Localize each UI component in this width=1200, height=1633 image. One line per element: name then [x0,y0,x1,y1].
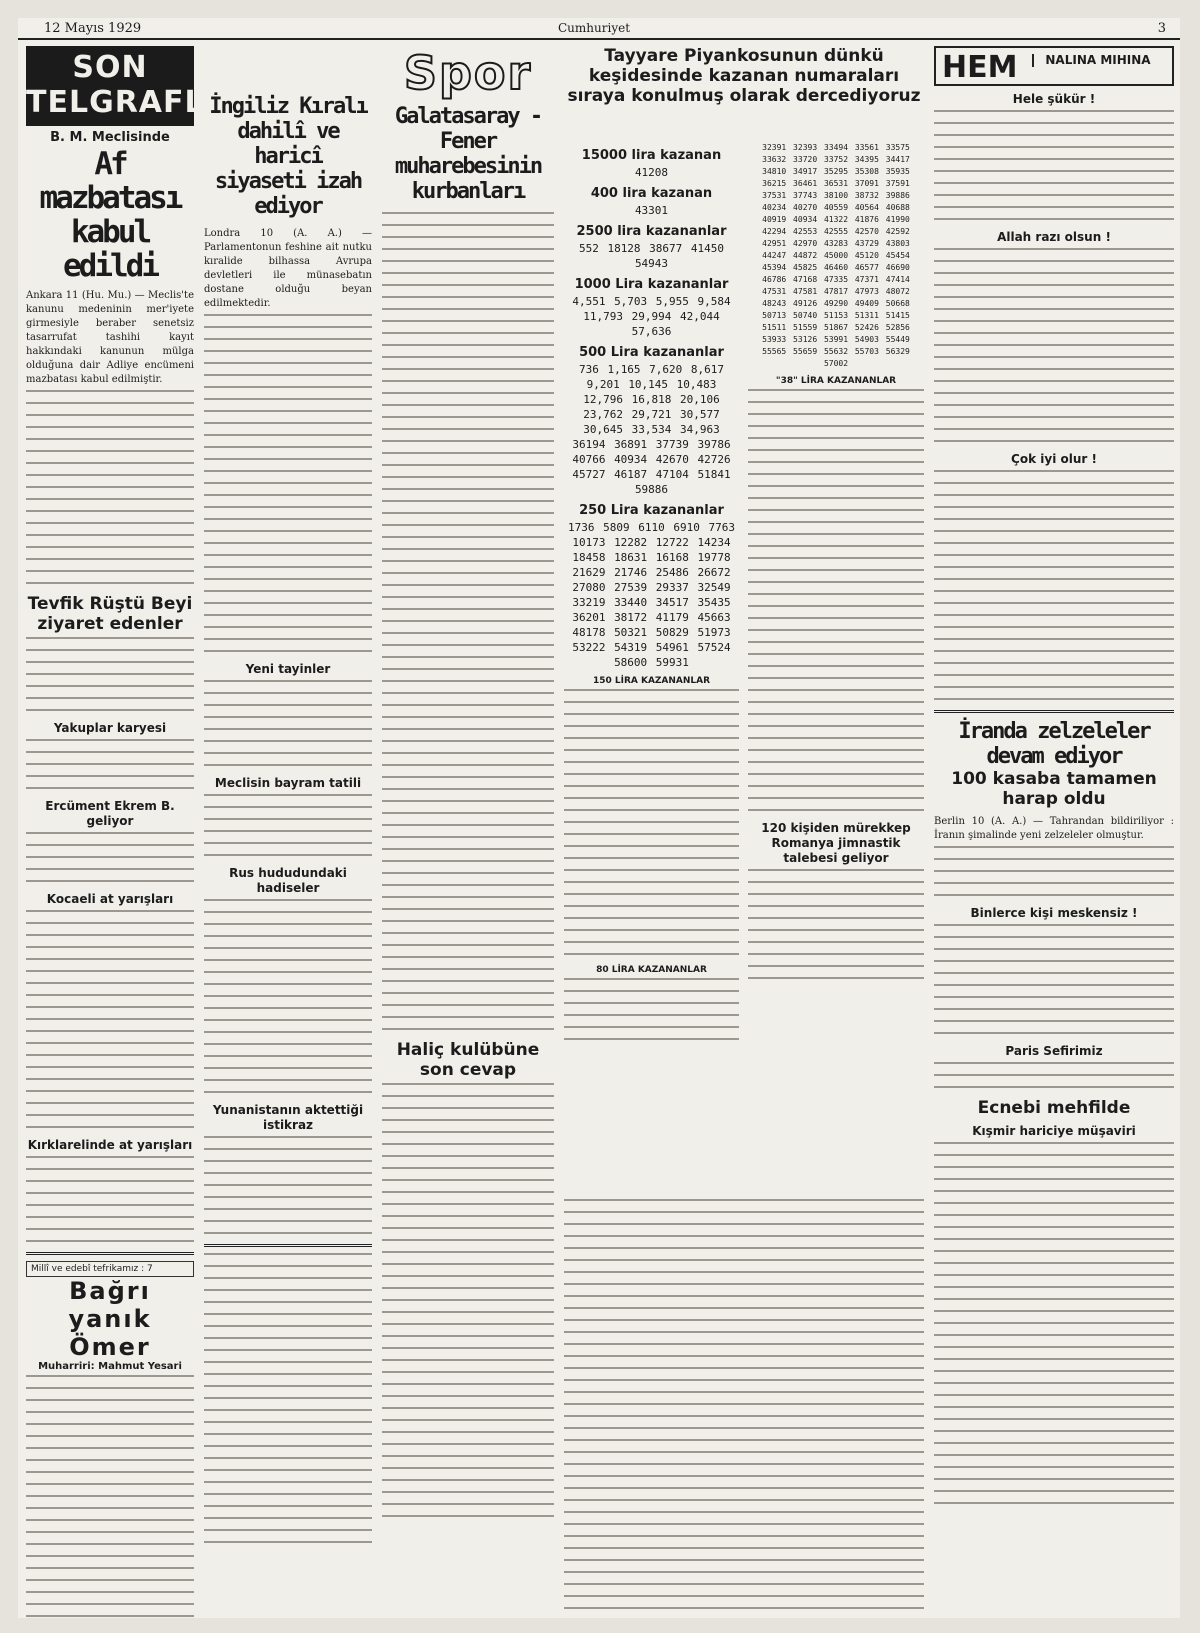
body-text [934,846,1174,896]
headline: Tayyare Piyankosunun dünkü keşidesinde kazanan numaraları sıraya konulmuş olarak dercediyoruz [567,46,921,106]
body-text [748,737,924,811]
prize-label: 150 LİRA KAZANANLAR [592,676,711,686]
subheadline: Kışmir hariciye müşaviri [972,1124,1136,1138]
body-text [382,212,554,1030]
subheadline: Kocaeli at yarışları [46,892,174,906]
prize-numbers: 43301 [634,204,669,217]
subheadline: Allah razı olsun ! [997,230,1111,244]
body-text [204,680,372,766]
prize-label: 400 lira kazanan [590,186,713,201]
sports-masthead: Spor [403,46,533,100]
subheadline: Kırklarelinde at yarışları [27,1138,193,1152]
page-number: 3 [1157,21,1166,36]
prize-label: "38" LİRA KAZANANLAR [775,376,897,386]
headline: İngiliz Kıralı dahilî ve haricî siyaseti izah ediyor [209,94,367,219]
body-text [26,1375,194,1617]
subheadline: 120 kişiden mürekkep Romanya jimnastik talebesi geliyor [761,821,911,865]
prize-label: 15000 lira kazanan [581,148,722,163]
winning-numbers: 32391 32393 33494 33561 33575 33632 33720 33752 34395 34417 34810 34917 35295 35308 35935 36215 36461 36531 37091 37591 37531 37743 38100 38732 39886 40234 40270 40559 40564 40688 40919 40934 41322 41876 41990 42294 42553 42555 42570 42592 42951 42970 43283 43729 43803 44247 44872 45000 45120 45454 45394 45825 46460 46577 46690 46786 47168 47335 47371 47414 47531 47581 47817 47973 48072 48243 49126 49290 49409 50668 50713 50740 51153 51311 51415 51511 51559 51867 52426 52856 53933 53126 53991 54903 55449 55565 55659 55632 55703 56329 57002 [762,143,910,368]
body-text [934,1062,1174,1088]
body-text [204,1136,372,1234]
headline-2: 100 kasaba tamamen harap oldu [951,769,1157,809]
body-text [204,794,372,856]
prize-label: 1000 Lira kazananlar [574,277,729,292]
column-hem-nalina [934,46,1174,1514]
body-text [26,910,194,1128]
paper-name: Cumhuriyet [558,21,631,35]
subheadline: Paris Sefirimiz [1005,1044,1103,1058]
body-text [204,314,372,652]
prize-numbers: 552 18128 38677 41450 54943 [578,242,725,270]
number-table [564,689,739,955]
subheadline: Rus hududundaki hadiseler [229,866,347,895]
subheadline: Hele şükür ! [1012,92,1096,106]
section-divider [26,1252,194,1255]
number-table [564,978,739,1040]
body-text [934,470,1174,700]
serial-title-1: Bağrı yanık [68,1277,152,1333]
body-text [934,924,1174,1034]
title-hem: HEM [942,50,1018,85]
body-text [26,390,194,584]
body-text [934,110,1174,220]
subheadline: Yunanistanın aktettiği istikraz [212,1103,364,1132]
subheadline: Haliç kulübüne son cevap [396,1040,540,1080]
subheadline: Tevfik Rüştü Beyi ziyaret edenler [27,594,193,634]
serial-note: Millî ve edebî tefrikamız : 7 [26,1261,194,1277]
subheadline: Yeni tayinler [245,662,331,676]
issue-date: 12 Mayıs 1929 [44,21,142,36]
prize-numbers: 1736 5809 6110 6910 7763 10173 12282 12722 14234 18458 18631 16168 19778 21629 21746 25486 26672 27080 27539 29337 32549 33219 33440 34517 35435 36201 38172 41179 45663 48178 50321 50829 51973 53222 54319 54961 57524 58600 59931 [568,521,735,669]
newspaper-page [18,18,1180,1618]
serial-author: Muharriri: Mahmut Yesari [38,1361,182,1372]
serial-title-2: Ömer [69,1333,151,1361]
body-text [26,739,194,789]
title-nalina: NALINA MIHINA [1032,54,1162,67]
subheadline: Binlerce kişi meskensiz ! [970,906,1138,920]
subheadline: Ecnebi mehfilde [977,1098,1131,1118]
subheadline: Meclisin bayram tatili [214,776,362,790]
prize-numbers: 736 1,165 7,620 8,617 9,201 10,145 10,483 12,796 16,818 20,106 23,762 29,721 30,577 30,645 33,534 34,963 36194 36891 37739 39786 40766 40934 42670 42726 45727 46187 47104 51841 59886 [572,363,731,496]
column-spor [382,46,554,1527]
column-son-telgraflar [26,46,253,1618]
body-text [26,1156,194,1242]
body-text [204,1253,372,1543]
subheadline: Yakuplar karyesi [53,721,167,735]
prize-label: 500 Lira kazananlar [579,345,724,360]
body-text [204,899,372,1093]
body-text [26,637,194,711]
body-text [382,1083,554,1517]
headline: İranda zelzeleler devam ediyor [958,719,1150,769]
story-dateline: Londra 10 (A. A.) — Parlamentonun feshine ait nutku kıralide bilhassa Avrupa devletleri ile münasebatın dostane olduğu beyan edilmektedir. [204,228,372,309]
body-text [748,869,924,979]
prize-label: 80 LİRA KAZANANLAR [596,965,707,975]
lottery-prizes [564,142,739,1050]
story-dateline: Ankara 11 (Hu. Mu.) — Meclis'te kanunu medeninin mer'iyete girmesiyle beraber senetsiz tasarrufat tashihi kayıt hakkındaki kanunun mülga olduğuna dair Adliye encümeni mazbatası kabul edilmiştir. [26,290,194,385]
headline: Galatasaray - Fener muharebesinin kurbanları [394,104,542,204]
prize-label: 2500 lira kazananlar [576,224,727,239]
prize-numbers: 4,551 5,703 5,955 9,584 11,793 29,994 42,044 57,636 [572,295,731,338]
section-divider [934,710,1174,713]
prize-label: 250 Lira kazananlar [579,503,724,518]
subheadline: Ercüment Ekrem B. geliyor [45,799,175,828]
body-text [934,248,1174,442]
subheadline: Çok iyi olur ! [1011,452,1097,466]
column-ingiliz-kirali [204,46,372,1553]
section-divider [204,1244,372,1247]
column-lottery [564,46,924,1606]
body-text [934,1142,1174,1504]
main-headline: Af mazbatası kabul edildi [39,146,181,284]
body-text [564,1199,924,1618]
prize-numbers: 41208 [634,166,669,179]
lottery-number-list [748,142,924,989]
column-title [934,46,1174,86]
masthead [18,18,1180,40]
number-table [748,389,924,727]
story-dateline: Berlin 10 (A. A.) — Tahrandan bildiriliyor : İranın şimalinde yeni zelzeleler olmuştur. [934,816,1174,841]
section-banner: SON TELGRAFLAR [26,46,194,126]
body-text [26,832,194,882]
kicker: B. M. Meclisinde [50,130,170,145]
